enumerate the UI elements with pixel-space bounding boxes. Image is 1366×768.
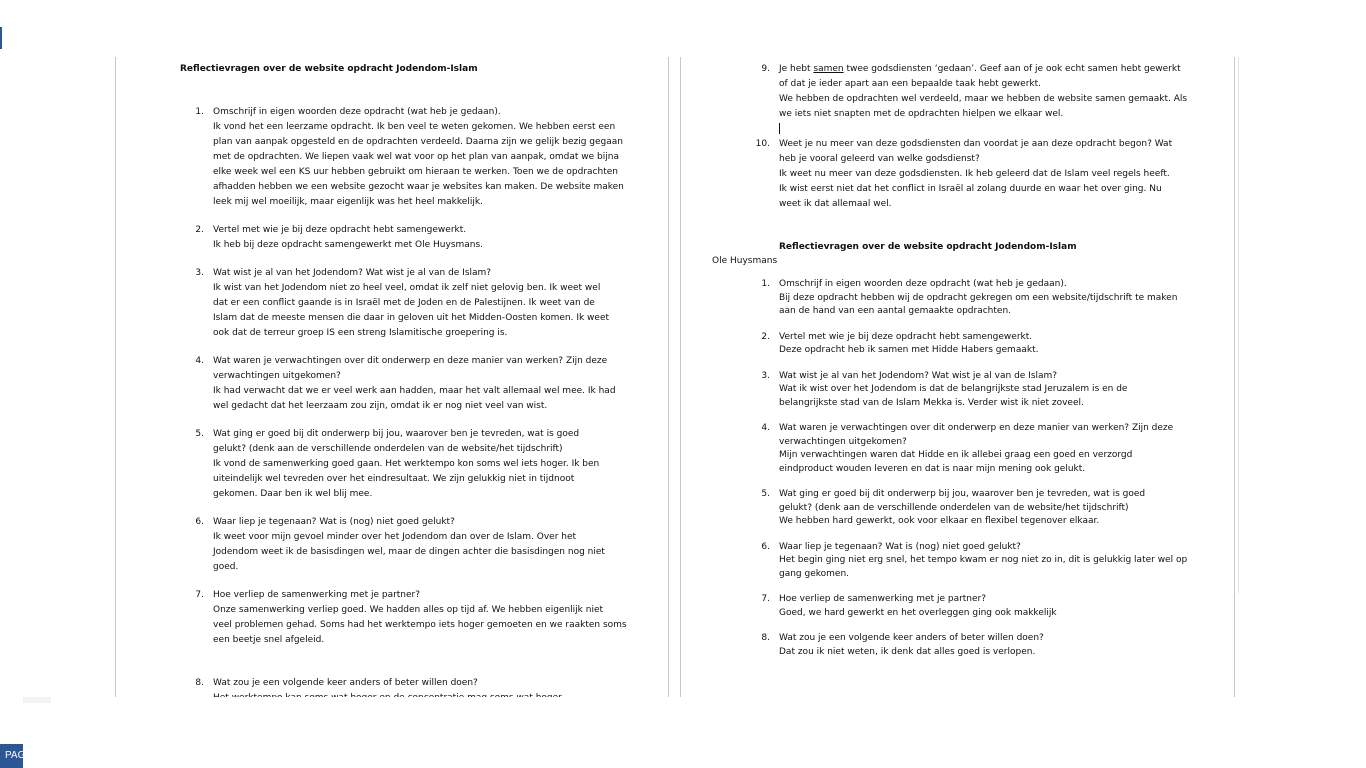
- question-item: [746, 370, 1187, 411]
- text-line: gelukt? (denk aan de verschillende onderdelen van de website/het tijdschrift): [213, 444, 563, 454]
- page2-question-9: [746, 62, 1187, 137]
- text-line: Omschrijf in eigen woorden deze opdracht (wat heb je gedaan).: [779, 279, 1067, 289]
- tab-shadow: [23, 697, 51, 703]
- document-page-1[interactable]: [115, 57, 669, 697]
- text-cursor-line[interactable]: [779, 122, 1187, 137]
- text-line: gekomen. Daar ben ik wel blij mee.: [213, 489, 373, 499]
- text-caret: [779, 123, 780, 134]
- text-line: Vertel met wie je bij deze opdracht hebt samengewerkt.: [779, 331, 1033, 342]
- question-number: 5.: [195, 429, 204, 439]
- text-line: dat er een conflict gaande is in Israël met de Joden en de Palestijnen. Ik weet van de: [213, 298, 595, 308]
- question-item: [746, 331, 1187, 358]
- document-page-2[interactable]: [680, 57, 1235, 697]
- text-line: ook dat de terreur groep IS een streng Islamitische groepering is.: [213, 328, 508, 338]
- text-line: Deze opdracht heb ik samen met Hidde Habers gemaakt.: [779, 345, 1039, 355]
- question-item: [180, 105, 627, 210]
- text-line: Omschrijf in eigen woorden deze opdracht (wat heb je gedaan).: [213, 107, 501, 117]
- text-line: met de opdrachten. We liepen vaak wel wat voor op het plan van aanpak, omdat we bijna: [213, 152, 619, 162]
- text-line: Wat waren je verwachtingen over dit onderwerp en deze manier van werken? Zijn deze: [779, 423, 1174, 433]
- text-line: Het begin ging niet erg snel, het tempo kwam er nog niet zo in, dit is gelukkig later wel op: [779, 555, 1188, 565]
- text-line: Ik vond de samenwerking goed gaan. Het werktempo kon soms wel iets hoger. Ik ben: [213, 459, 600, 469]
- question-item: [746, 593, 1187, 620]
- question-line: Weet je nu meer van deze godsdiensten dan voordat je aan deze opdracht begon? Wat: [779, 139, 1173, 149]
- question-number: 5.: [761, 489, 770, 499]
- text-line: verwachtingen uitgekomen?: [213, 371, 341, 381]
- status-page-indicator[interactable]: PAG: [0, 744, 23, 768]
- question-text: Je hebt samen twee godsdiensten ‘gedaan’. Geef aan of je ook echt samen hebt gewerkt: [779, 64, 1181, 74]
- text-line: leek mij wel moeilijk, maar eigenlijk was het heel makkelijk.: [213, 197, 483, 207]
- page2-content: [712, 62, 1188, 659]
- text-line: goed.: [213, 562, 239, 572]
- question-number: 6.: [761, 541, 770, 552]
- question-item: [180, 223, 627, 253]
- text-line: Mijn verwachtingen waren dat Hidde en ik allebei graag een goed en verzorgd: [779, 450, 1133, 460]
- question-item: [180, 588, 627, 648]
- page-edge-line: [1238, 57, 1239, 593]
- author-name: Ole Huysmans: [712, 256, 778, 266]
- question-number: 9.: [761, 64, 770, 74]
- question-number: 7.: [195, 590, 204, 600]
- text-line: Islam dat de meeste mensen die daar in geloven uit het Midden-Oosten komen. Ik weet: [213, 313, 610, 323]
- text-line: Hoe verliep de samenwerking met je partner?: [779, 594, 987, 604]
- text-line: Hoe verliep de samenwerking met je partner?: [213, 590, 421, 600]
- text-line: Onze samenwerking verliep goed. We hadden alles op tijd af. We hebben eigenlijk niet: [213, 605, 604, 615]
- text-line: veel problemen gehad. Soms had het werktempo iets hoger gemoeten en we raakten soms: [213, 620, 627, 630]
- question-number: 1.: [195, 107, 204, 117]
- text-line: afhadden hebben we een website gezocht waar je websites kan maken. De website maken: [213, 182, 624, 192]
- text-line: gang gekomen.: [779, 568, 850, 579]
- question-number: 2.: [195, 225, 204, 235]
- question-item: [746, 488, 1187, 529]
- text-line: aan de hand van een aantal gemaakte opdrachten.: [779, 306, 1012, 316]
- text-line: verwachtingen uitgekomen?: [779, 436, 907, 447]
- page2-title: Reflectievragen over de website opdracht Jodendom-Islam: [779, 242, 1077, 252]
- text-line: Jodendom weet ik de basisdingen wel, maar de dingen achter die basisdingen nog niet: [213, 547, 605, 557]
- text-line: Wat wist je al van het Jodendom? Wat wist je al van de Islam?: [213, 268, 492, 278]
- question-line: of dat je ieder apart aan een bepaalde taak hebt gewerkt.: [779, 79, 1041, 89]
- window-accent-bar: [0, 27, 2, 49]
- question-item: [746, 541, 1187, 582]
- text-line: Wat waren je verwachtingen over dit onderwerp en deze manier van werken? Zijn deze: [213, 356, 608, 366]
- text-line: Wat zou je een volgende keer anders of beter willen doen?: [779, 633, 1044, 643]
- text-line: Waar liep je tegenaan? Wat is (nog) niet goed gelukt?: [779, 541, 1021, 552]
- text-line: Wat ik wist over het Jodendom is dat de belangrijkste stad Jeruzalem is en de: [779, 384, 1128, 394]
- page1-title: Reflectievragen over de website opdracht Jodendom-Islam: [180, 64, 478, 74]
- underlined-word: samen: [813, 64, 844, 74]
- question-number: 4.: [195, 356, 204, 366]
- text-line: plan van aanpak opgesteld en de opdrachten verdeeld. Daarna zijn we gelijk bezig gegaan: [213, 137, 624, 147]
- answer-line: Ik wist eerst niet dat het conflict in Israël al zolang duurde en waar het over ging. Nu: [779, 184, 1162, 194]
- page2-question-10: [746, 137, 1187, 212]
- text-line: Wat wist je al van het Jodendom? Wat wist je al van de Islam?: [779, 370, 1058, 381]
- text-line: uiteindelijk wel tevreden over het eindresultaat. We zijn gelukkig niet in tijdnoot: [213, 474, 575, 484]
- question-number: 10.: [755, 139, 770, 149]
- question-item: [180, 427, 627, 502]
- text-line: Dat zou ik niet weten, ik denk dat alles goed is verlopen.: [779, 646, 1036, 657]
- question-item: [180, 266, 627, 341]
- question-number: 2.: [761, 331, 770, 342]
- text-line: Ik wist van het Jodendom niet zo heel veel, omdat ik zelf niet gelovig ben. Ik weet wel: [213, 283, 601, 293]
- question-number: 3.: [761, 370, 770, 381]
- page2-question-list: [746, 278, 1187, 659]
- question-item: [746, 422, 1187, 476]
- text-line: We hebben hard gewerkt, ook voor elkaar en flexibel tegenover elkaar.: [779, 516, 1100, 526]
- text-line: belangrijkste stad van de Islam Mekka is. Verder wist ik niet zoveel.: [779, 397, 1084, 408]
- text-line: elke week wel een KS uur hebben gebruikt om hieraan te werken. Toen we de opdrachten: [213, 167, 618, 177]
- answer-line: We hebben de opdrachten wel verdeeld, maar we hebben de website samen gemaakt. Als: [779, 94, 1188, 104]
- text-line: Waar liep je tegenaan? Wat is (nog) niet goed gelukt?: [213, 517, 455, 527]
- question-item: [180, 354, 627, 414]
- question-number: 3.: [195, 268, 204, 278]
- question-line: heb je vooral geleerd van welke godsdienst?: [779, 154, 980, 164]
- text-line: Ik vond het een leerzame opdracht. Ik ben veel te weten gekomen. We hebben eerst een: [213, 122, 616, 132]
- question-number: 8.: [761, 633, 770, 643]
- text-line: Goed, we hard gewerkt en het overleggen ging ook makkelijk: [779, 607, 1057, 618]
- question-item: [746, 632, 1187, 659]
- text-line: Vertel met wie je bij deze opdracht hebt samengewerkt.: [213, 225, 467, 235]
- answer-line: we iets niet snapten met de opdrachten hielpen we elkaar wel.: [779, 109, 1064, 119]
- page1-content: [180, 62, 627, 706]
- text-line: Wat ging er goed bij dit onderwerp bij jou, waarover ben je tevreden, wat is goed: [779, 489, 1146, 499]
- text-line: Wat ging er goed bij dit onderwerp bij jou, waarover ben je tevreden, wat is goed: [213, 429, 580, 439]
- text-line: een beetje snel afgeleid.: [213, 635, 325, 645]
- answer-line: Ik weet nu meer van deze godsdiensten. Ik heb geleerd dat de Islam veel regels heeft.: [779, 169, 1170, 179]
- text-line: eindproduct wouden leveren en dat is naar mijn mening ook gelukt.: [779, 463, 1086, 474]
- workspace-bottom: [23, 697, 1366, 768]
- question-number: 7.: [761, 594, 770, 604]
- text-line: Ik had verwacht dat we er veel werk aan hadden, maar het valt allemaal wel mee. Ik had: [213, 386, 616, 396]
- text-line: Bij deze opdracht hebben wij de opdracht gekregen om een website/tijdschrift te maken: [779, 292, 1178, 303]
- text-line: wel gedacht dat het leerzaam zou zijn, omdat ik er nog niet veel van wist.: [213, 401, 548, 411]
- question-number: 6.: [195, 517, 204, 527]
- text-line: Ik heb bij deze opdracht samengewerkt met Ole Huysmans.: [213, 240, 484, 250]
- text-line: Wat zou je een volgende keer anders of beter willen doen?: [213, 678, 478, 688]
- answer-line: weet ik dat allemaal wel.: [779, 199, 892, 209]
- question-item: [746, 278, 1187, 319]
- question-number: 4.: [761, 423, 770, 433]
- question-number: 1.: [761, 279, 770, 289]
- question-item: [180, 515, 627, 575]
- text-line: Ik weet voor mijn gevoel minder over het Jodendom dan over de Islam. Over het: [213, 532, 577, 542]
- text-line: gelukt? (denk aan de verschillende onderdelen van de website/het tijdschrift): [779, 502, 1129, 513]
- question-number: 8.: [195, 678, 204, 688]
- page1-question-list: [180, 105, 627, 706]
